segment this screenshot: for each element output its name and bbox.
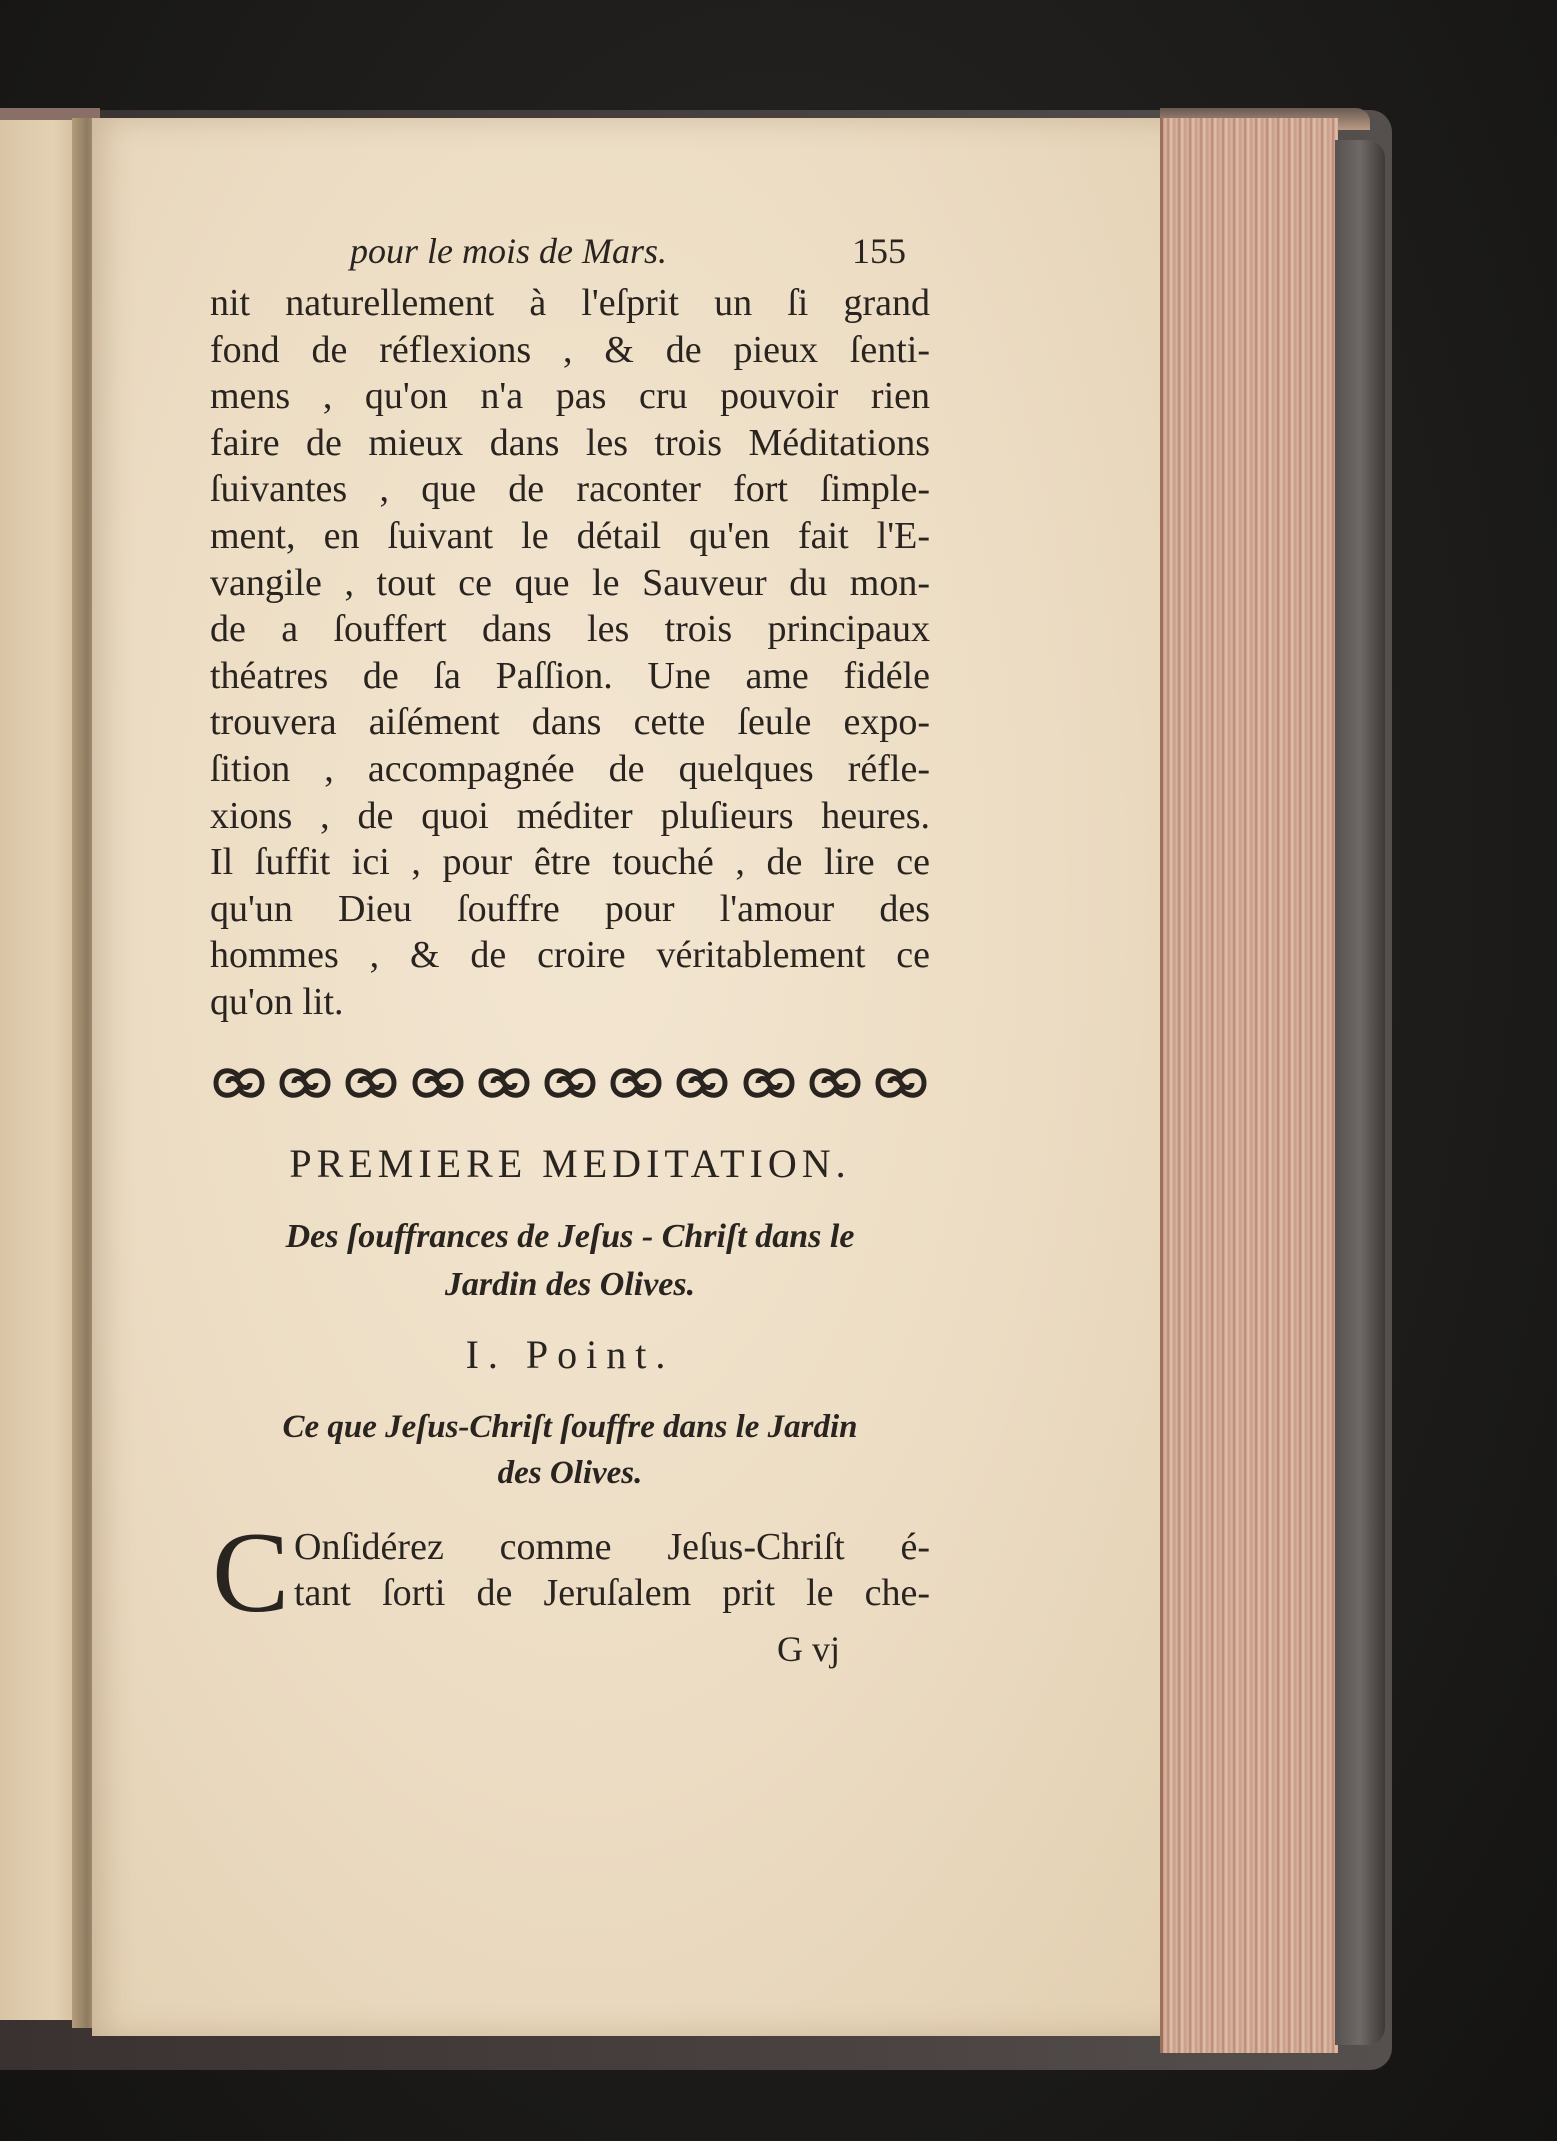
body-line: ſuivantes , que de raconter fort ſimple- — [210, 468, 930, 511]
drop-cap: C — [212, 1508, 290, 1637]
subtitle-line: Jardin des Olives. — [444, 1265, 696, 1303]
subtitle-line: Des ſouffrances de Jeſus - Chriſt dans le — [285, 1217, 855, 1255]
body-line: vangile , tout ce que le Sauveur du mon- — [210, 561, 930, 604]
signature-mark: G vj — [777, 1628, 840, 1669]
ornament-knot — [872, 1061, 930, 1105]
opening-paragraph — [210, 1508, 930, 1637]
ornament-knot — [210, 1061, 268, 1105]
body-line: faire de mieux dans les trois Méditations — [210, 421, 930, 464]
point-subtitle — [210, 1404, 930, 1496]
paragraph-line: tant ſorti de Jeruſalem prit le che- — [294, 1571, 930, 1614]
body-line: qu'on lit. — [210, 980, 344, 1023]
body-line: fond de réflexions , & de pieux ſenti- — [210, 328, 930, 371]
body-line: qu'un Dieu ſouffre pour l'amour des — [210, 887, 930, 930]
body-line: hommes , & de croire véritablement ce — [210, 934, 930, 977]
body-line: de a ſouffert dans les trois principaux — [210, 608, 930, 651]
point-subtitle-line: Ce que Jeſus-Chriſt ſouffre dans le Jardin — [282, 1408, 858, 1445]
ornament-knot — [607, 1061, 665, 1105]
meditation-subtitle — [210, 1213, 930, 1309]
body-line: ment, en ſuivant le détail qu'en fait l'E- — [210, 514, 930, 557]
ornament-knot — [409, 1061, 467, 1105]
ornament-knot — [276, 1061, 334, 1105]
ornament-knot — [806, 1061, 864, 1105]
page-number: 155 — [852, 231, 906, 271]
body-line: Il ſuffit ici , pour être touché , de lire ce — [210, 841, 930, 884]
ornament-knot — [541, 1061, 599, 1105]
ornament-knot — [673, 1061, 731, 1105]
body-line: ſition , accompagnée de quelques réfle- — [210, 747, 930, 790]
ornament-knot — [740, 1061, 798, 1105]
body-paragraph — [210, 280, 930, 1026]
page-fore-edge — [1160, 118, 1338, 2053]
running-head-title: pour le mois de Mars. — [350, 231, 667, 271]
section-title: PREMIERE MEDITATION. — [289, 1140, 851, 1186]
point-subtitle-line: des Olives. — [497, 1454, 643, 1491]
text-block — [210, 226, 930, 1670]
body-line: théatres de ſa Paſſion. Une ame fidéle — [210, 654, 930, 697]
body-line: nit naturellement à l'eſprit un ſi grand — [210, 282, 930, 324]
ornament-knot — [342, 1061, 400, 1105]
body-line: mens , qu'on n'a pas cru pouvoir rien — [210, 375, 930, 418]
ornament-band — [210, 1056, 930, 1110]
ornament-knot — [475, 1061, 533, 1105]
body-line: trouvera aiſément dans cette ſeule expo- — [210, 701, 930, 744]
body-line: xions , de quoi méditer pluſieurs heures. — [210, 794, 930, 837]
board-edge — [1335, 140, 1385, 2045]
point-heading: I. Point. — [465, 1331, 675, 1377]
paragraph-line: Onſidérez comme Jeſus-Chriſt é- — [294, 1525, 930, 1568]
running-head — [210, 226, 930, 280]
